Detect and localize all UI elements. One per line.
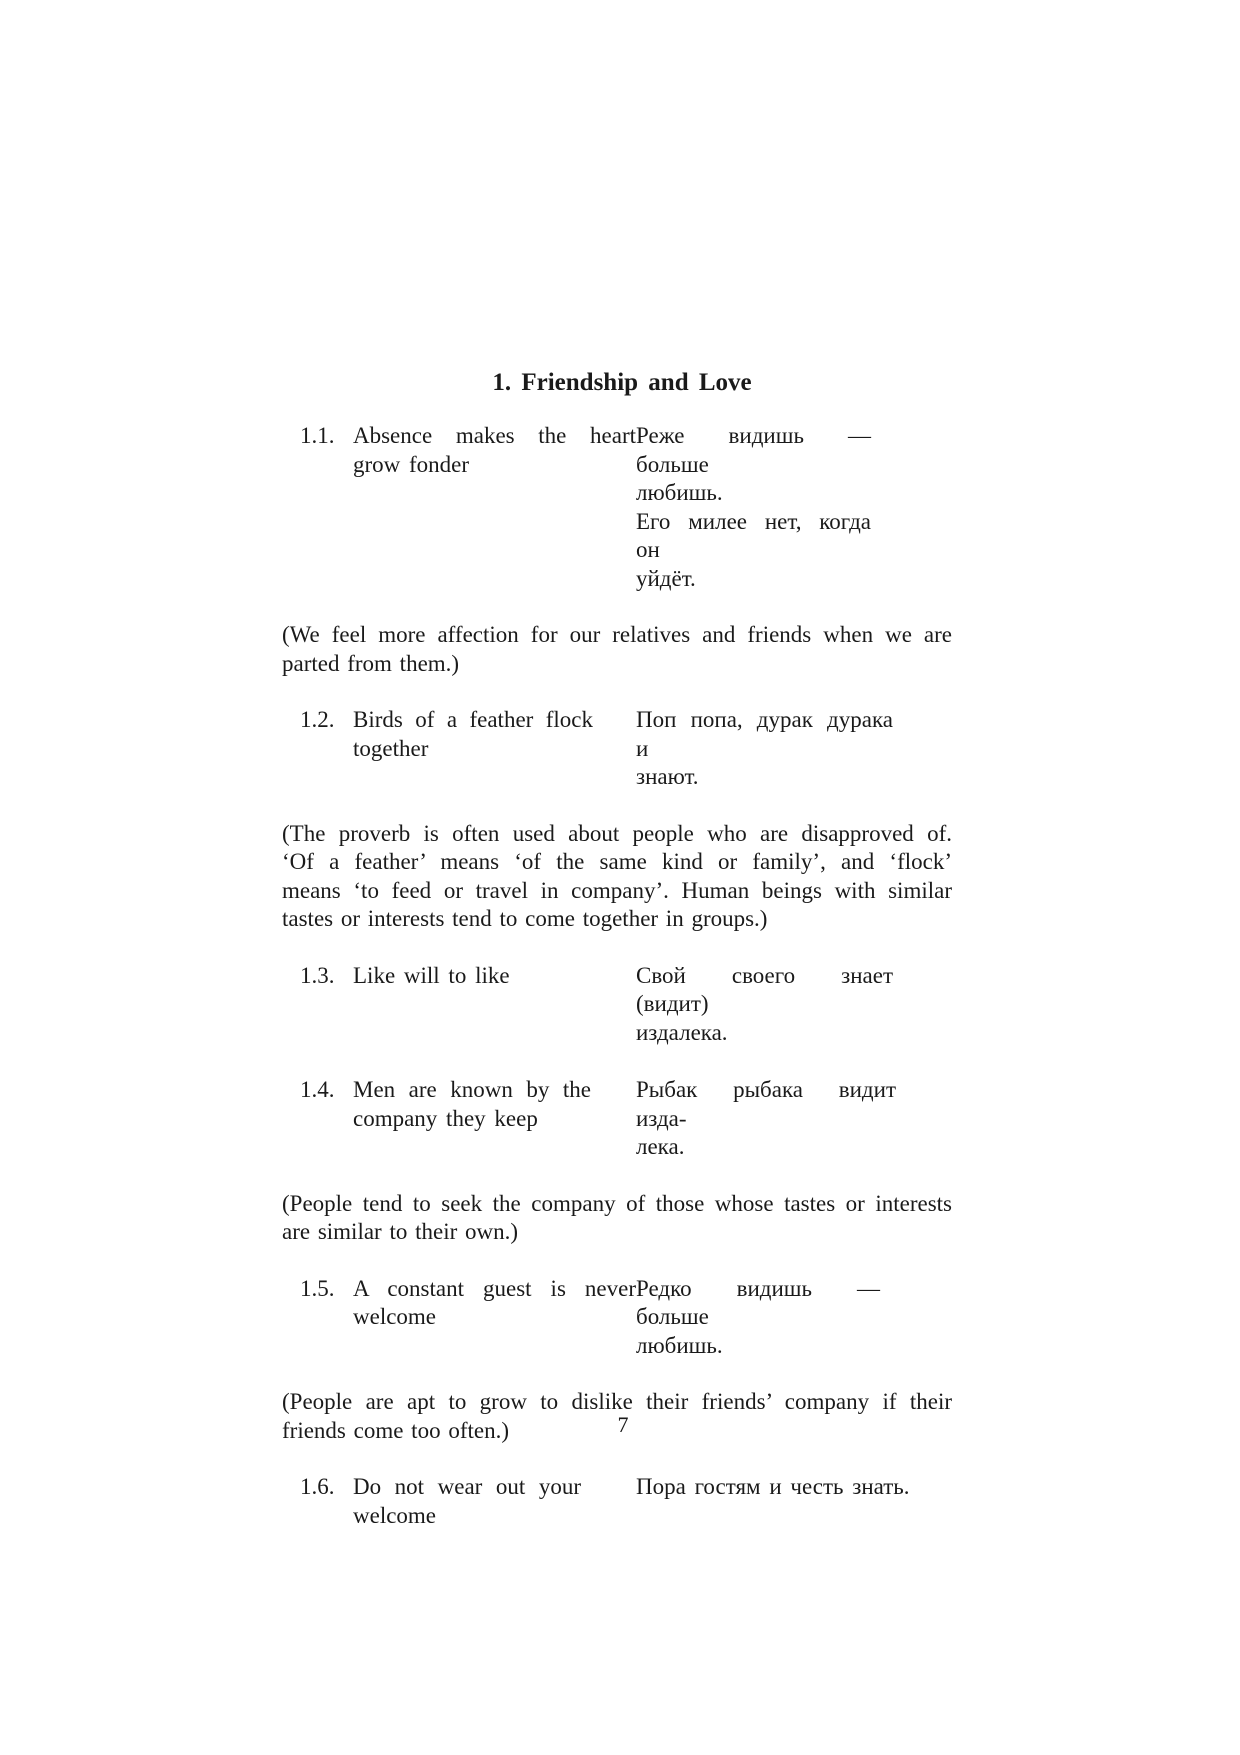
proverb-entry-1-6 — [300, 1473, 952, 1530]
entry-number: 1.5. — [300, 1275, 335, 1301]
entry-number: 1.3. — [300, 962, 335, 988]
entry-number: 1.2. — [300, 707, 335, 732]
proverb-entry-1-1 — [300, 422, 952, 593]
russian-line: Его милее нет, когда он — [636, 508, 871, 562]
note-line: friends come too often.) — [282, 1417, 509, 1443]
russian-line: любишь. — [636, 1332, 723, 1358]
english-proverb — [353, 1275, 636, 1361]
russian-equivalent — [636, 1076, 936, 1162]
page-number: 7 — [617, 1412, 629, 1437]
english-line: together — [353, 735, 429, 761]
entry-number: 1.1. — [300, 423, 335, 448]
note-line: ‘Of a feather’ means ‘of the same kind or family’, and ‘flock’ — [282, 849, 952, 874]
russian-line: Поп попа, дурак дурака и — [636, 707, 893, 761]
russian-equivalent — [636, 422, 936, 593]
explanation-note — [282, 1190, 952, 1247]
entry-number: 1.4. — [300, 1077, 335, 1102]
russian-line: лека. — [636, 1134, 685, 1159]
note-line: (The proverb is often used about people who are disapproved of. — [282, 820, 952, 846]
english-proverb — [353, 1076, 636, 1162]
english-line: Birds of a feather flock — [353, 707, 593, 732]
russian-equivalent — [636, 1275, 936, 1361]
english-proverb — [353, 962, 636, 1048]
russian-line: любишь. — [636, 480, 723, 505]
english-line: A constant guest is never — [353, 1275, 636, 1301]
russian-equivalent — [636, 1473, 936, 1530]
note-line: tastes or interests tend to come together in groups.) — [282, 906, 768, 931]
explanation-note — [282, 820, 952, 934]
russian-line: Реже видишь — больше — [636, 423, 871, 477]
russian-line: уйдёт. — [636, 565, 696, 591]
note-line: (We feel more affection for our relatives and friends when we are — [282, 622, 952, 647]
russian-line: Рыбак рыбака видит изда- — [636, 1077, 896, 1131]
russian-line: Пора гостям и честь знать. — [636, 1474, 910, 1499]
note-line: (People tend to seek the company of those whose tastes or interests — [282, 1190, 952, 1216]
proverb-entry-1-2 — [300, 706, 952, 792]
russian-equivalent — [636, 962, 936, 1048]
russian-line: Свой своего знает (видит) — [636, 962, 893, 1016]
english-line: welcome — [353, 1304, 437, 1329]
proverb-entry-1-3 — [300, 962, 952, 1048]
english-proverb — [353, 706, 636, 792]
entry-number: 1.6. — [300, 1474, 335, 1499]
note-line: means ‘to feed or travel in company’. Human beings with similar — [282, 877, 952, 903]
chapter-title: 1. Friendship and Love — [492, 369, 752, 396]
english-proverb — [353, 422, 636, 593]
note-line: (People are apt to grow to dislike their friends’ company if their — [282, 1389, 952, 1414]
english-line: Absence makes the heart — [353, 423, 636, 448]
english-line: company they keep — [353, 1105, 538, 1131]
russian-line: издалека. — [636, 1019, 728, 1045]
proverb-entry-1-5 — [300, 1275, 952, 1361]
english-line: Men are known by the — [353, 1077, 591, 1102]
explanation-note — [282, 621, 952, 678]
english-line: Do not wear out your — [353, 1474, 581, 1499]
proverb-entry-1-4 — [300, 1076, 952, 1162]
note-line: are similar to their own.) — [282, 1219, 519, 1244]
russian-line: знают. — [636, 764, 699, 789]
english-line: grow fonder — [353, 451, 470, 477]
page-content — [282, 368, 952, 1530]
english-proverb — [353, 1473, 636, 1530]
english-line: Like will to like — [353, 962, 510, 988]
english-line: welcome — [353, 1502, 437, 1528]
note-line: parted from them.) — [282, 650, 460, 676]
russian-line: Редко видишь — больше — [636, 1275, 880, 1329]
russian-equivalent — [636, 706, 936, 792]
